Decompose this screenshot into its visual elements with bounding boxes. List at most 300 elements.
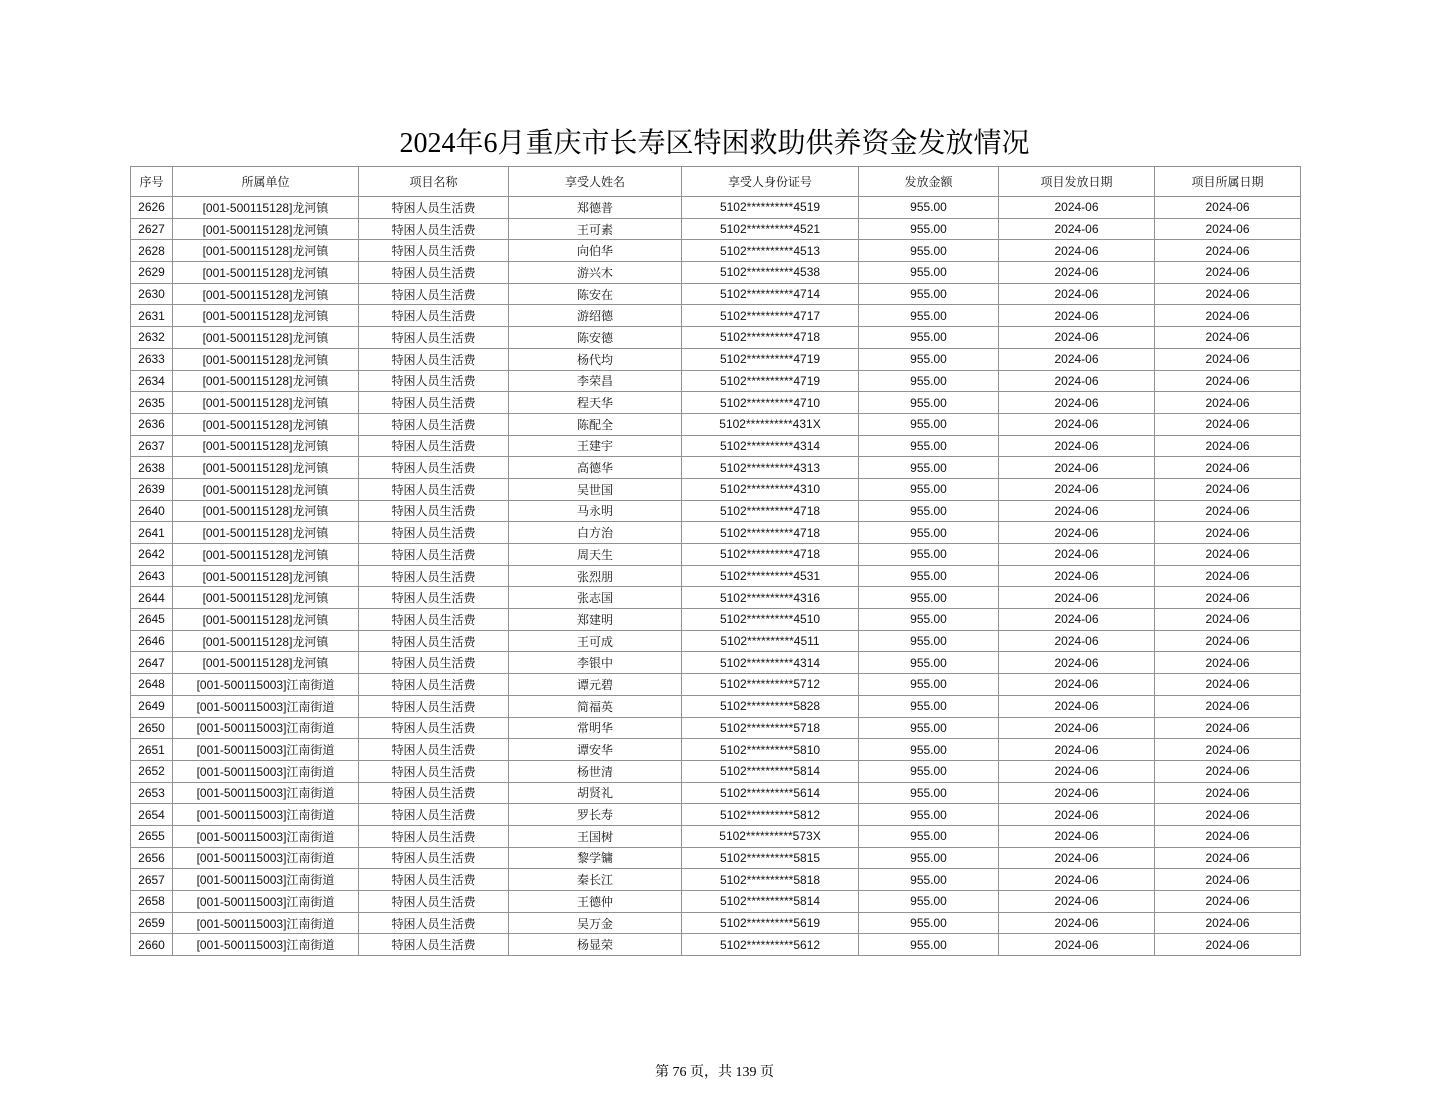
cell-amount: 955.00 [859, 500, 999, 522]
cell-amount: 955.00 [859, 478, 999, 500]
cell-seq: 2633 [131, 348, 173, 370]
cell-seq: 2654 [131, 804, 173, 826]
cell-project: 特困人员生活费 [359, 869, 509, 891]
table-body [131, 197, 1301, 956]
cell-unit: [001-500115128]龙河镇 [173, 370, 359, 392]
header-unit: 所属单位 [173, 167, 359, 197]
cell-recipient-name: 秦长江 [509, 869, 682, 891]
cell-id-number: 5102**********4519 [682, 197, 859, 219]
cell-recipient-name: 郑德普 [509, 197, 682, 219]
cell-issue-date: 2024-06 [999, 695, 1155, 717]
cell-amount: 955.00 [859, 739, 999, 761]
cell-period-date: 2024-06 [1155, 197, 1301, 219]
cell-id-number: 5102**********5814 [682, 891, 859, 913]
cell-seq: 2638 [131, 457, 173, 479]
cell-recipient-name: 高德华 [509, 457, 682, 479]
cell-amount: 955.00 [859, 435, 999, 457]
cell-id-number: 5102**********5814 [682, 760, 859, 782]
cell-unit: [001-500115003]江南街道 [173, 717, 359, 739]
cell-project: 特困人员生活费 [359, 825, 509, 847]
cell-issue-date: 2024-06 [999, 717, 1155, 739]
cell-amount: 955.00 [859, 869, 999, 891]
cell-period-date: 2024-06 [1155, 934, 1301, 956]
cell-seq: 2648 [131, 674, 173, 696]
header-amount: 发放金额 [859, 167, 999, 197]
cell-seq: 2632 [131, 327, 173, 349]
cell-unit: [001-500115003]江南街道 [173, 739, 359, 761]
cell-id-number: 5102**********4511 [682, 630, 859, 652]
cell-amount: 955.00 [859, 934, 999, 956]
table-row [131, 695, 1301, 717]
table-row [131, 392, 1301, 414]
cell-id-number: 5102**********4718 [682, 327, 859, 349]
cell-amount: 955.00 [859, 457, 999, 479]
cell-issue-date: 2024-06 [999, 652, 1155, 674]
cell-unit: [001-500115128]龙河镇 [173, 283, 359, 305]
cell-recipient-name: 李银中 [509, 652, 682, 674]
cell-period-date: 2024-06 [1155, 717, 1301, 739]
cell-period-date: 2024-06 [1155, 630, 1301, 652]
cell-seq: 2628 [131, 240, 173, 262]
cell-project: 特困人员生活费 [359, 305, 509, 327]
cell-unit: [001-500115128]龙河镇 [173, 348, 359, 370]
cell-unit: [001-500115128]龙河镇 [173, 544, 359, 566]
cell-seq: 2653 [131, 782, 173, 804]
cell-period-date: 2024-06 [1155, 262, 1301, 284]
cell-issue-date: 2024-06 [999, 565, 1155, 587]
table-row [131, 197, 1301, 219]
cell-id-number: 5102**********4513 [682, 240, 859, 262]
table-row [131, 435, 1301, 457]
cell-amount: 955.00 [859, 240, 999, 262]
cell-recipient-name: 陈安德 [509, 327, 682, 349]
cell-period-date: 2024-06 [1155, 240, 1301, 262]
table-row [131, 565, 1301, 587]
cell-period-date: 2024-06 [1155, 869, 1301, 891]
cell-issue-date: 2024-06 [999, 782, 1155, 804]
cell-seq: 2641 [131, 522, 173, 544]
cell-amount: 955.00 [859, 565, 999, 587]
cell-issue-date: 2024-06 [999, 370, 1155, 392]
cell-seq: 2637 [131, 435, 173, 457]
table-row [131, 934, 1301, 956]
cell-unit: [001-500115128]龙河镇 [173, 435, 359, 457]
cell-recipient-name: 常明华 [509, 717, 682, 739]
cell-id-number: 5102**********5718 [682, 717, 859, 739]
cell-unit: [001-500115128]龙河镇 [173, 565, 359, 587]
cell-id-number: 5102**********4310 [682, 478, 859, 500]
cell-seq: 2658 [131, 891, 173, 913]
cell-project: 特困人员生活费 [359, 934, 509, 956]
cell-period-date: 2024-06 [1155, 478, 1301, 500]
cell-project: 特困人员生活费 [359, 739, 509, 761]
cell-amount: 955.00 [859, 609, 999, 631]
cell-amount: 955.00 [859, 544, 999, 566]
cell-project: 特困人员生活费 [359, 544, 509, 566]
cell-unit: [001-500115003]江南街道 [173, 825, 359, 847]
table-row [131, 869, 1301, 891]
cell-period-date: 2024-06 [1155, 283, 1301, 305]
cell-recipient-name: 张志国 [509, 587, 682, 609]
cell-id-number: 5102**********431X [682, 413, 859, 435]
cell-issue-date: 2024-06 [999, 847, 1155, 869]
cell-id-number: 5102**********5815 [682, 847, 859, 869]
cell-id-number: 5102**********4718 [682, 522, 859, 544]
cell-unit: [001-500115003]江南街道 [173, 804, 359, 826]
cell-recipient-name: 郑建明 [509, 609, 682, 631]
cell-recipient-name: 游绍德 [509, 305, 682, 327]
header-recipient-name: 享受人姓名 [509, 167, 682, 197]
cell-recipient-name: 王可素 [509, 218, 682, 240]
header-id-number: 享受人身份证号 [682, 167, 859, 197]
cell-recipient-name: 罗长寿 [509, 804, 682, 826]
cell-seq: 2630 [131, 283, 173, 305]
cell-amount: 955.00 [859, 782, 999, 804]
cell-period-date: 2024-06 [1155, 912, 1301, 934]
cell-unit: [001-500115003]江南街道 [173, 912, 359, 934]
cell-unit: [001-500115128]龙河镇 [173, 392, 359, 414]
table-row [131, 305, 1301, 327]
cell-issue-date: 2024-06 [999, 674, 1155, 696]
cell-recipient-name: 马永明 [509, 500, 682, 522]
cell-amount: 955.00 [859, 825, 999, 847]
table-row [131, 522, 1301, 544]
cell-period-date: 2024-06 [1155, 847, 1301, 869]
cell-period-date: 2024-06 [1155, 674, 1301, 696]
cell-id-number: 5102**********4718 [682, 500, 859, 522]
cell-project: 特困人员生活费 [359, 435, 509, 457]
cell-period-date: 2024-06 [1155, 522, 1301, 544]
cell-issue-date: 2024-06 [999, 262, 1155, 284]
cell-recipient-name: 杨世清 [509, 760, 682, 782]
cell-recipient-name: 程天华 [509, 392, 682, 414]
cell-unit: [001-500115128]龙河镇 [173, 218, 359, 240]
cell-unit: [001-500115003]江南街道 [173, 847, 359, 869]
cell-recipient-name: 黎学镛 [509, 847, 682, 869]
cell-recipient-name: 向伯华 [509, 240, 682, 262]
cell-period-date: 2024-06 [1155, 804, 1301, 826]
cell-recipient-name: 李荣昌 [509, 370, 682, 392]
cell-unit: [001-500115128]龙河镇 [173, 522, 359, 544]
cell-amount: 955.00 [859, 695, 999, 717]
cell-issue-date: 2024-06 [999, 522, 1155, 544]
cell-seq: 2640 [131, 500, 173, 522]
cell-seq: 2642 [131, 544, 173, 566]
cell-project: 特困人员生活费 [359, 891, 509, 913]
cell-unit: [001-500115003]江南街道 [173, 674, 359, 696]
table-row [131, 674, 1301, 696]
table-row [131, 891, 1301, 913]
cell-project: 特困人员生活费 [359, 565, 509, 587]
cell-unit: [001-500115003]江南街道 [173, 695, 359, 717]
cell-recipient-name: 王建宇 [509, 435, 682, 457]
cell-seq: 2634 [131, 370, 173, 392]
table-row [131, 262, 1301, 284]
header-issue-date: 项目发放日期 [999, 167, 1155, 197]
table-row [131, 370, 1301, 392]
cell-period-date: 2024-06 [1155, 500, 1301, 522]
cell-recipient-name: 陈配全 [509, 413, 682, 435]
cell-recipient-name: 白方治 [509, 522, 682, 544]
cell-id-number: 5102**********5810 [682, 739, 859, 761]
cell-issue-date: 2024-06 [999, 392, 1155, 414]
table-row [131, 825, 1301, 847]
table-header-row [131, 167, 1301, 197]
cell-unit: [001-500115128]龙河镇 [173, 478, 359, 500]
cell-issue-date: 2024-06 [999, 413, 1155, 435]
cell-period-date: 2024-06 [1155, 370, 1301, 392]
cell-period-date: 2024-06 [1155, 457, 1301, 479]
cell-seq: 2643 [131, 565, 173, 587]
cell-project: 特困人员生活费 [359, 218, 509, 240]
cell-project: 特困人员生活费 [359, 197, 509, 219]
cell-issue-date: 2024-06 [999, 478, 1155, 500]
cell-period-date: 2024-06 [1155, 587, 1301, 609]
cell-recipient-name: 谭安华 [509, 739, 682, 761]
cell-issue-date: 2024-06 [999, 609, 1155, 631]
cell-amount: 955.00 [859, 305, 999, 327]
table-row [131, 283, 1301, 305]
cell-project: 特困人员生活费 [359, 717, 509, 739]
table-row [131, 457, 1301, 479]
cell-amount: 955.00 [859, 847, 999, 869]
cell-project: 特困人员生活费 [359, 457, 509, 479]
cell-project: 特困人员生活费 [359, 652, 509, 674]
cell-recipient-name: 简福英 [509, 695, 682, 717]
cell-recipient-name: 杨显荣 [509, 934, 682, 956]
cell-unit: [001-500115128]龙河镇 [173, 262, 359, 284]
cell-amount: 955.00 [859, 327, 999, 349]
cell-amount: 955.00 [859, 392, 999, 414]
cell-project: 特困人员生活费 [359, 630, 509, 652]
cell-amount: 955.00 [859, 652, 999, 674]
cell-project: 特困人员生活费 [359, 847, 509, 869]
cell-amount: 955.00 [859, 262, 999, 284]
cell-recipient-name: 周天生 [509, 544, 682, 566]
cell-issue-date: 2024-06 [999, 435, 1155, 457]
cell-project: 特困人员生活费 [359, 695, 509, 717]
table-row [131, 912, 1301, 934]
table-row [131, 739, 1301, 761]
cell-period-date: 2024-06 [1155, 218, 1301, 240]
page-title: 2024年6月重庆市长寿区特困救助供养资金发放情况 [399, 128, 1030, 159]
cell-period-date: 2024-06 [1155, 565, 1301, 587]
table-row [131, 652, 1301, 674]
table-row [131, 630, 1301, 652]
cell-id-number: 5102**********4719 [682, 370, 859, 392]
cell-project: 特困人员生活费 [359, 392, 509, 414]
table-row [131, 478, 1301, 500]
cell-period-date: 2024-06 [1155, 652, 1301, 674]
table-row [131, 218, 1301, 240]
cell-project: 特困人员生活费 [359, 760, 509, 782]
cell-project: 特困人员生活费 [359, 804, 509, 826]
cell-project: 特困人员生活费 [359, 587, 509, 609]
cell-issue-date: 2024-06 [999, 544, 1155, 566]
cell-unit: [001-500115003]江南街道 [173, 934, 359, 956]
table-row [131, 782, 1301, 804]
cell-issue-date: 2024-06 [999, 804, 1155, 826]
cell-seq: 2629 [131, 262, 173, 284]
cell-project: 特困人员生活费 [359, 327, 509, 349]
cell-issue-date: 2024-06 [999, 218, 1155, 240]
cell-unit: [001-500115128]龙河镇 [173, 197, 359, 219]
cell-project: 特困人员生活费 [359, 478, 509, 500]
cell-id-number: 5102**********5818 [682, 869, 859, 891]
table-row [131, 544, 1301, 566]
cell-period-date: 2024-06 [1155, 392, 1301, 414]
payment-table [130, 166, 1301, 956]
cell-unit: [001-500115128]龙河镇 [173, 240, 359, 262]
cell-issue-date: 2024-06 [999, 240, 1155, 262]
cell-issue-date: 2024-06 [999, 457, 1155, 479]
table-row [131, 240, 1301, 262]
cell-issue-date: 2024-06 [999, 327, 1155, 349]
cell-amount: 955.00 [859, 804, 999, 826]
cell-id-number: 5102**********4510 [682, 609, 859, 631]
cell-recipient-name: 王国树 [509, 825, 682, 847]
cell-unit: [001-500115128]龙河镇 [173, 587, 359, 609]
cell-amount: 955.00 [859, 587, 999, 609]
cell-id-number: 5102**********4717 [682, 305, 859, 327]
table-row [131, 847, 1301, 869]
cell-seq: 2631 [131, 305, 173, 327]
table-row [131, 413, 1301, 435]
cell-seq: 2646 [131, 630, 173, 652]
cell-recipient-name: 王德仲 [509, 891, 682, 913]
cell-issue-date: 2024-06 [999, 869, 1155, 891]
table-header [131, 167, 1301, 197]
cell-period-date: 2024-06 [1155, 695, 1301, 717]
cell-id-number: 5102**********5612 [682, 934, 859, 956]
cell-amount: 955.00 [859, 717, 999, 739]
cell-period-date: 2024-06 [1155, 891, 1301, 913]
cell-project: 特困人员生活费 [359, 370, 509, 392]
cell-period-date: 2024-06 [1155, 413, 1301, 435]
cell-issue-date: 2024-06 [999, 934, 1155, 956]
cell-issue-date: 2024-06 [999, 891, 1155, 913]
cell-period-date: 2024-06 [1155, 609, 1301, 631]
cell-project: 特困人员生活费 [359, 500, 509, 522]
cell-project: 特困人员生活费 [359, 609, 509, 631]
cell-unit: [001-500115128]龙河镇 [173, 500, 359, 522]
cell-unit: [001-500115128]龙河镇 [173, 413, 359, 435]
cell-amount: 955.00 [859, 891, 999, 913]
cell-issue-date: 2024-06 [999, 348, 1155, 370]
table-row [131, 717, 1301, 739]
cell-unit: [001-500115128]龙河镇 [173, 630, 359, 652]
cell-unit: [001-500115128]龙河镇 [173, 305, 359, 327]
cell-unit: [001-500115003]江南街道 [173, 869, 359, 891]
cell-amount: 955.00 [859, 674, 999, 696]
cell-amount: 955.00 [859, 197, 999, 219]
cell-period-date: 2024-06 [1155, 327, 1301, 349]
cell-amount: 955.00 [859, 630, 999, 652]
cell-project: 特困人员生活费 [359, 262, 509, 284]
cell-seq: 2639 [131, 478, 173, 500]
cell-amount: 955.00 [859, 413, 999, 435]
cell-seq: 2644 [131, 587, 173, 609]
cell-unit: [001-500115128]龙河镇 [173, 609, 359, 631]
cell-period-date: 2024-06 [1155, 825, 1301, 847]
cell-issue-date: 2024-06 [999, 739, 1155, 761]
cell-issue-date: 2024-06 [999, 587, 1155, 609]
cell-id-number: 5102**********4714 [682, 283, 859, 305]
cell-recipient-name: 陈安在 [509, 283, 682, 305]
cell-seq: 2626 [131, 197, 173, 219]
cell-id-number: 5102**********5812 [682, 804, 859, 826]
header-project: 项目名称 [359, 167, 509, 197]
cell-recipient-name: 谭元碧 [509, 674, 682, 696]
table-row [131, 760, 1301, 782]
cell-id-number: 5102**********4538 [682, 262, 859, 284]
cell-recipient-name: 吴万金 [509, 912, 682, 934]
cell-period-date: 2024-06 [1155, 348, 1301, 370]
table-row [131, 804, 1301, 826]
cell-id-number: 5102**********4531 [682, 565, 859, 587]
cell-project: 特困人员生活费 [359, 348, 509, 370]
cell-period-date: 2024-06 [1155, 739, 1301, 761]
cell-seq: 2652 [131, 760, 173, 782]
table-row [131, 348, 1301, 370]
cell-recipient-name: 张烈朋 [509, 565, 682, 587]
cell-recipient-name: 杨代均 [509, 348, 682, 370]
header-period-date: 项目所属日期 [1155, 167, 1301, 197]
cell-id-number: 5102**********4718 [682, 544, 859, 566]
cell-project: 特困人员生活费 [359, 240, 509, 262]
cell-seq: 2636 [131, 413, 173, 435]
cell-amount: 955.00 [859, 370, 999, 392]
cell-unit: [001-500115128]龙河镇 [173, 327, 359, 349]
page-footer: 第 76 页，共 139 页 [655, 1065, 774, 1080]
cell-recipient-name: 胡贤礼 [509, 782, 682, 804]
cell-seq: 2647 [131, 652, 173, 674]
cell-seq: 2645 [131, 609, 173, 631]
cell-period-date: 2024-06 [1155, 782, 1301, 804]
header-seq: 序号 [131, 167, 173, 197]
cell-seq: 2657 [131, 869, 173, 891]
cell-seq: 2656 [131, 847, 173, 869]
cell-period-date: 2024-06 [1155, 760, 1301, 782]
cell-id-number: 5102**********4316 [682, 587, 859, 609]
cell-seq: 2651 [131, 739, 173, 761]
cell-amount: 955.00 [859, 283, 999, 305]
table-row [131, 609, 1301, 631]
cell-id-number: 5102**********5712 [682, 674, 859, 696]
cell-seq: 2635 [131, 392, 173, 414]
cell-unit: [001-500115128]龙河镇 [173, 652, 359, 674]
cell-seq: 2655 [131, 825, 173, 847]
table-row [131, 327, 1301, 349]
cell-project: 特困人员生活费 [359, 782, 509, 804]
cell-period-date: 2024-06 [1155, 435, 1301, 457]
cell-issue-date: 2024-06 [999, 630, 1155, 652]
cell-issue-date: 2024-06 [999, 305, 1155, 327]
table-row [131, 500, 1301, 522]
cell-recipient-name: 王可成 [509, 630, 682, 652]
cell-seq: 2649 [131, 695, 173, 717]
cell-project: 特困人员生活费 [359, 522, 509, 544]
cell-amount: 955.00 [859, 760, 999, 782]
cell-project: 特困人员生活费 [359, 413, 509, 435]
cell-issue-date: 2024-06 [999, 500, 1155, 522]
cell-period-date: 2024-06 [1155, 544, 1301, 566]
cell-amount: 955.00 [859, 348, 999, 370]
cell-id-number: 5102**********5619 [682, 912, 859, 934]
cell-id-number: 5102**********4313 [682, 457, 859, 479]
cell-id-number: 5102**********4521 [682, 218, 859, 240]
cell-issue-date: 2024-06 [999, 912, 1155, 934]
